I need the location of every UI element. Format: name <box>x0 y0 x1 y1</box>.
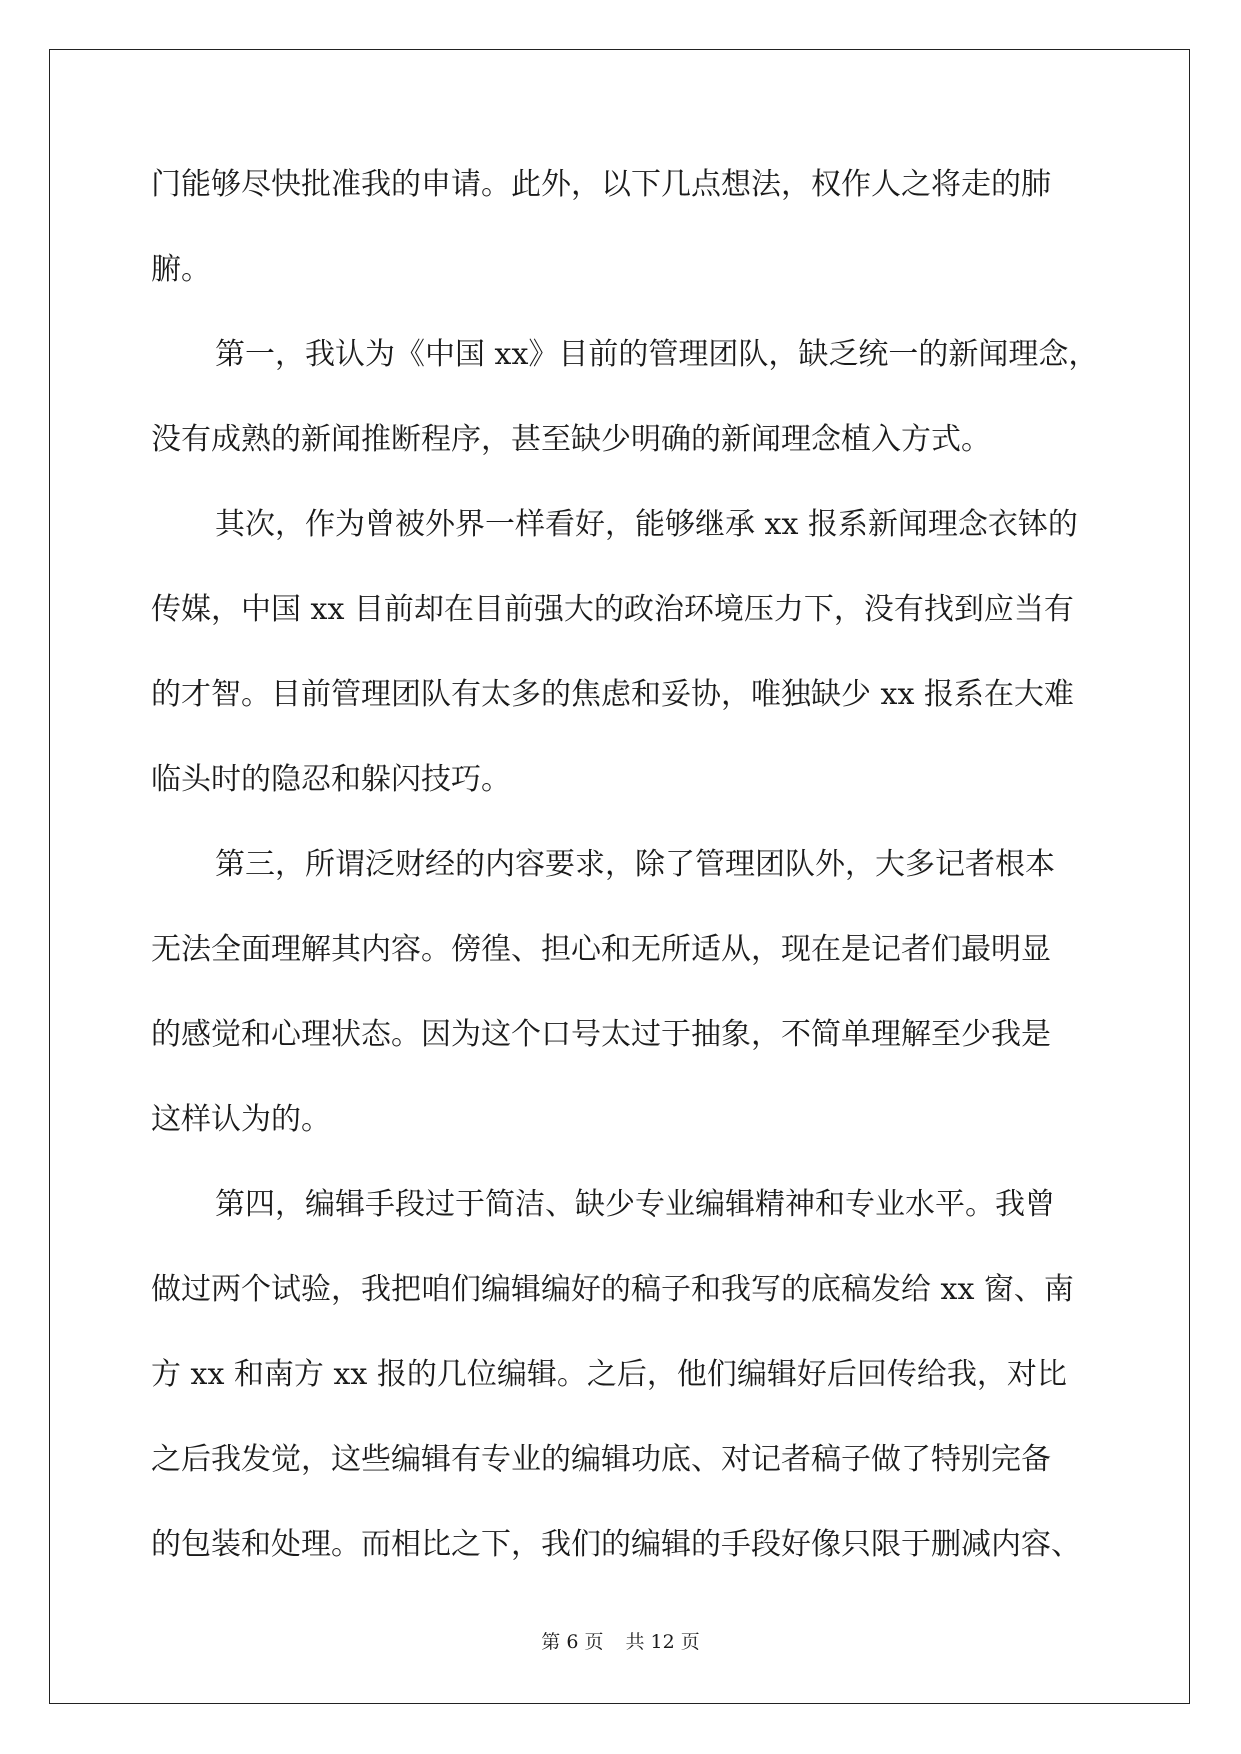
paragraph-first-line: 其次，作为曾被外界一样看好，能够继承 xx 报系新闻理念衣钵的 <box>215 507 1078 542</box>
paragraph-first-line: 第四，编辑手段过于简洁、缺少专业编辑精神和专业水平。我曾 <box>215 1187 1055 1222</box>
text-line: 方 xx 和南方 xx 报的几位编辑。之后，他们编辑好后回传给我，对比 <box>151 1357 1067 1392</box>
paragraph-first-line: 第一，我认为《中国 xx》目前的管理团队，缺乏统一的新闻理念， <box>215 337 1099 372</box>
paragraph-first-line: 第三，所谓泛财经的内容要求，除了管理团队外，大多记者根本 <box>215 847 1055 882</box>
text-line: 临头时的隐忍和躲闪技巧。 <box>151 762 511 797</box>
text-line: 之后我发觉，这些编辑有专业的编辑功底、对记者稿子做了特别完备 <box>151 1442 1051 1477</box>
text-line: 门能够尽快批准我的申请。此外，以下几点想法，权作人之将走的肺 <box>151 167 1051 202</box>
text-line: 做过两个试验，我把咱们编辑编好的稿子和我写的底稿发给 xx 窗、南 <box>151 1272 1074 1307</box>
text-line: 的才智。目前管理团队有太多的焦虑和妥协，唯独缺少 xx 报系在大难 <box>151 677 1074 712</box>
text-line: 传媒，中国 xx 目前却在目前强大的政治环境压力下，没有找到应当有 <box>151 592 1074 627</box>
text-line: 没有成熟的新闻推断程序，甚至缺少明确的新闻理念植入方式。 <box>151 422 991 457</box>
page-total: 共 12 页 <box>625 1631 700 1653</box>
text-line: 腑。 <box>151 252 211 287</box>
page-number: 第 6 页 <box>541 1631 604 1653</box>
page-footer <box>0 1630 1241 1654</box>
text-line: 这样认为的。 <box>151 1102 331 1137</box>
text-line: 无法全面理解其内容。傍徨、担心和无所适从，现在是记者们最明显 <box>151 932 1051 967</box>
text-line: 的感觉和心理状态。因为这个口号太过于抽象，不简单理解至少我是 <box>151 1017 1051 1052</box>
text-line: 的包装和处理。而相比之下，我们的编辑的手段好像只限于删减内容、 <box>151 1527 1081 1562</box>
